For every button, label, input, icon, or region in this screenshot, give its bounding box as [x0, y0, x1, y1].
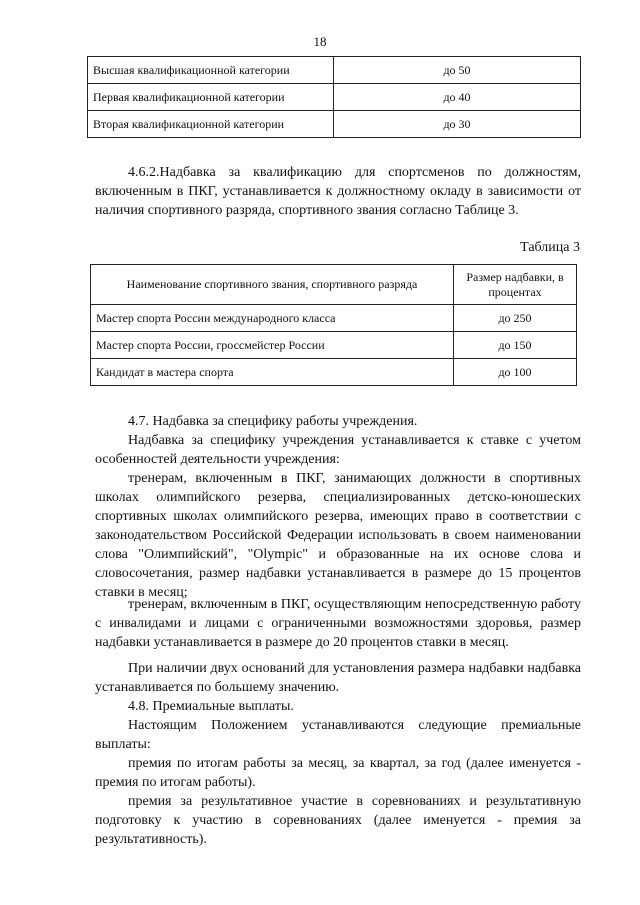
- paragraph-4-7-olympic-coaches: тренерам, включенным в ПКГ, занимающих должности в спортивных школах олимпийского резерва, специализированных детско-юношеских спортивных школах олимпийского резерва, имеющих право в соответствии с законодательством Российской Федерации использовать в своем наименовании слова "Олимпийский", "Olympic" и образованные на их основе слова и словосочетания, размер надбавки устанавливается в размере до 15 процентов ставки в месяц;: [95, 471, 581, 600]
- paragraph-4-8-heading: 4.8. Премиальные выплаты.: [128, 699, 294, 714]
- table-row: [88, 84, 581, 111]
- table-cell-value: до 250: [454, 305, 577, 332]
- paragraph-4-6-2: 4.6.2.Надбавка за квалификацию для спортсменов по должностям, включенным в ПКГ, устанавливается к должностному окладу в зависимости от наличия спортивного разряда, спортивного звания согласно Таблице 3.: [95, 165, 581, 218]
- paragraph-4-7-intro: Надбавка за специфику учреждения устанавливается к ставке с учетом особенностей деятельности учреждения:: [95, 433, 581, 467]
- table-cell-value: до 150: [454, 332, 577, 359]
- table-cell-name: Мастер спорта России международного класса: [91, 305, 454, 332]
- table-cell-name: Вторая квалификационной категории: [88, 111, 334, 138]
- table-cell-name: Высшая квалификационной категории: [88, 57, 334, 84]
- table-row: [91, 332, 577, 359]
- table-cell-name: Мастер спорта России, гроссмейстер России: [91, 332, 454, 359]
- table-cell-value: до 50: [334, 57, 581, 84]
- paragraph-4-8-performance-bonus: премия за результативное участие в соревнованиях и результативную подготовку к участию в соревнованиях (далее именуется - премия за результативность).: [95, 794, 581, 847]
- table-cell-value: до 100: [454, 359, 577, 386]
- table-header-row: [91, 265, 577, 305]
- table-cell-value: до 40: [334, 84, 581, 111]
- table-row: [91, 359, 577, 386]
- table-3-caption: Таблица 3: [520, 240, 580, 255]
- table-header-name: Наименование спортивного звания, спортивного разряда: [91, 265, 454, 305]
- paragraph-4-8-intro: Настоящим Положением устанавливаются следующие премиальные выплаты:: [95, 718, 581, 752]
- paragraph-4-8-monthly-bonus: премия по итогам работы за месяц, за квартал, за год (далее именуется - премия по итогам работы).: [95, 756, 581, 790]
- table-cell-value: до 30: [334, 111, 581, 138]
- paragraph-4-7-two-grounds: При наличии двух оснований для установления размера надбавки надбавка устанавливается по большему значению.: [95, 661, 581, 695]
- table-row: [88, 111, 581, 138]
- page-number: 18: [313, 34, 327, 49]
- table-row: [88, 57, 581, 84]
- table-cell-name: Кандидат в мастера спорта: [91, 359, 454, 386]
- table-cell-name: Первая квалификационной категории: [88, 84, 334, 111]
- qualification-category-table: [87, 56, 581, 138]
- table-row: [91, 305, 577, 332]
- paragraph-4-7-disability-coaches: тренерам, включенным в ПКГ, осуществляющим непосредственную работу с инвалидами и лицами с ограниченными возможностями здоровья, размер надбавки устанавливается в размере до 20 процентов ставки в месяц.: [95, 597, 581, 650]
- table-header-value: Размер надбавки, в процентах: [454, 265, 577, 305]
- sports-rank-table: [90, 264, 577, 386]
- paragraph-4-7-heading: 4.7. Надбавка за специфику работы учреждения.: [128, 414, 418, 429]
